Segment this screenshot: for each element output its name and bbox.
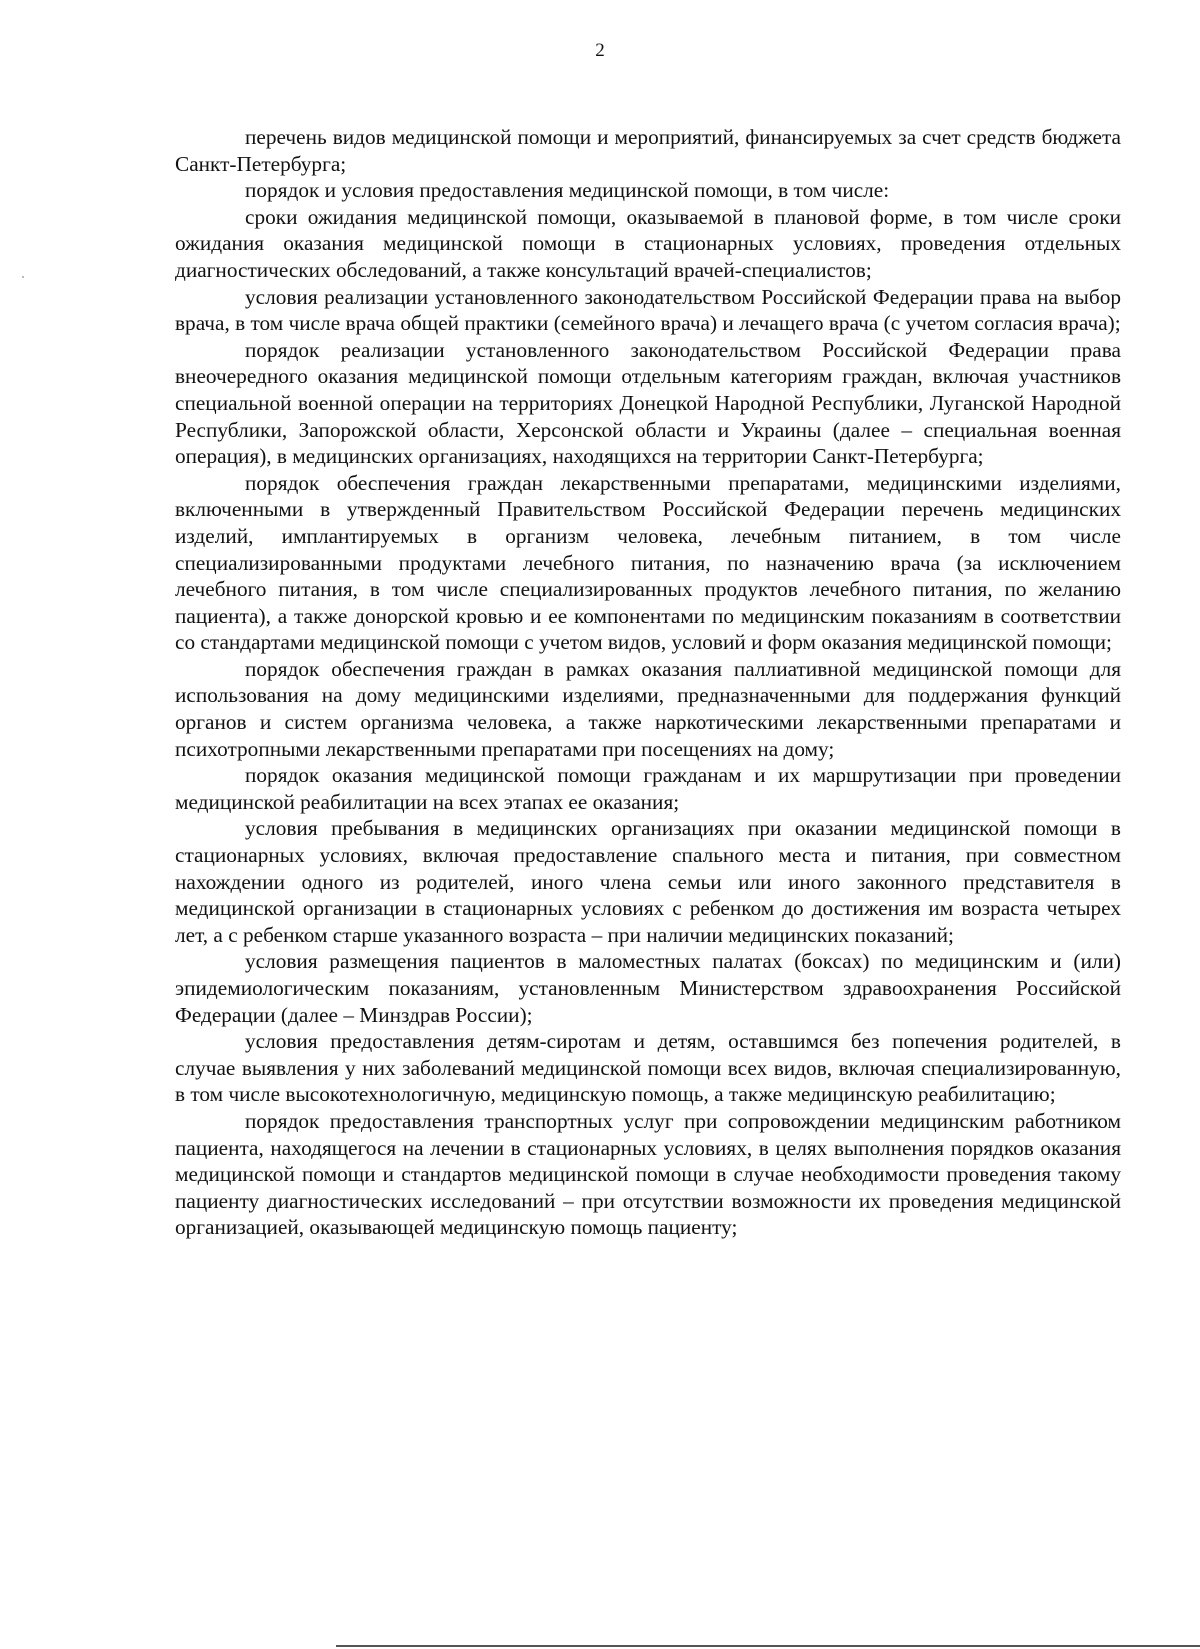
paragraph: порядок предоставления транспортных услуг при сопровождении медицинским работником пациента, находящегося на лечении в стационарных условиях, в целях выполнения порядков оказания медицинской помощи и стандартов медицинской помощи в случае необходимости проведения такому пациенту диагностических исследований – при отсутствии возможности их проведения медицинской организацией, оказывающей медицинскую помощь пациенту;: [175, 1108, 1121, 1240]
paragraph: порядок обеспечения граждан лекарственными препаратами, медицинскими изделиями, включенными в утвержденный Правительством Российской Федерации перечень медицинских изделий, имплантируемых в организм человека, лечебным питанием, в том числе специализированными продуктами лечебного питания, по назначению врача (за исключением лечебного питания, в том числе специализированных продуктов лечебного питания, по желанию пациента), а также донорской кровью и ее компонентами по медицинским показаниям в соответствии со стандартами медицинской помощи с учетом видов, условий и форм оказания медицинской помощи;: [175, 470, 1121, 655]
paragraph: порядок обеспечения граждан в рамках оказания паллиативной медицинской помощи для использования на дому медицинскими изделиями, предназначенными для поддержания функций органов и систем организма человека, а также наркотическими лекарственными препаратами и психотропными лекарственными препаратами при посещениях на дому;: [175, 656, 1121, 761]
paragraph: перечень видов медицинской помощи и мероприятий, финансируемых за счет средств бюджета Санкт-Петербурга;: [175, 125, 1121, 176]
bottom-scan-edge: [336, 1645, 1200, 1647]
paragraph: сроки ожидания медицинской помощи, оказываемой в плановой форме, в том числе сроки ожидания оказания медицинской помощи в стационарных условиях, проведения отдельных диагностических обследований, а также консультаций врачей-специалистов;: [175, 204, 1121, 282]
paragraph: порядок и условия предоставления медицинской помощи, в том числе:: [245, 178, 890, 203]
paragraph: условия реализации установленного законодательством Российской Федерации права на выбор врача, в том числе врача общей практики (семейного врача) и лечащего врача (с учетом согласия врача);: [175, 284, 1121, 336]
paragraph: условия пребывания в медицинских организациях при оказании медицинской помощи в стационарных условиях, включая предоставление спального места и питания, при совместном нахождении одного из родителей, иного члена семьи или иного законного представителя в медицинской организации в стационарных условиях с ребенком до достижения им возраста четырех лет, а с ребенком старше указанного возраста – при наличии медицинских показаний;: [175, 816, 1121, 947]
paragraph: условия предоставления детям-сиротам и детям, оставшимся без попечения родителей, в случае выявления у них заболеваний медицинской помощи всех видов, включая специализированную, в том числе высокотехнологичную, медицинскую помощь, а также медицинскую реабилитацию;: [175, 1029, 1121, 1107]
body-text: [175, 124, 1121, 1241]
paragraph: порядок оказания медицинской помощи гражданам и их маршрутизации при проведении медицинской реабилитации на всех этапах ее оказания;: [175, 763, 1121, 814]
paragraph: условия размещения пациентов в маломестных палатах (боксах) по медицинским и (или) эпидемиологическим показаниям, установленным Министерством здравоохранения Российской Федерации (далее – Минздрав России);: [175, 949, 1121, 1027]
side-scan-mark: [22, 276, 24, 278]
page-number: 2: [595, 40, 605, 61]
paragraph: порядок реализации установленного законодательством Российской Федерации права внеочередного оказания медицинской помощи отдельным категориям граждан, включая участников специальной военной операции на территориях Донецкой Народной Республики, Луганской Народной Республики, Запорожской области, Херсонской области и Украины (далее – специальная военная операция), в медицинских организациях, находящихся на территории Санкт-Петербурга;: [175, 337, 1121, 469]
